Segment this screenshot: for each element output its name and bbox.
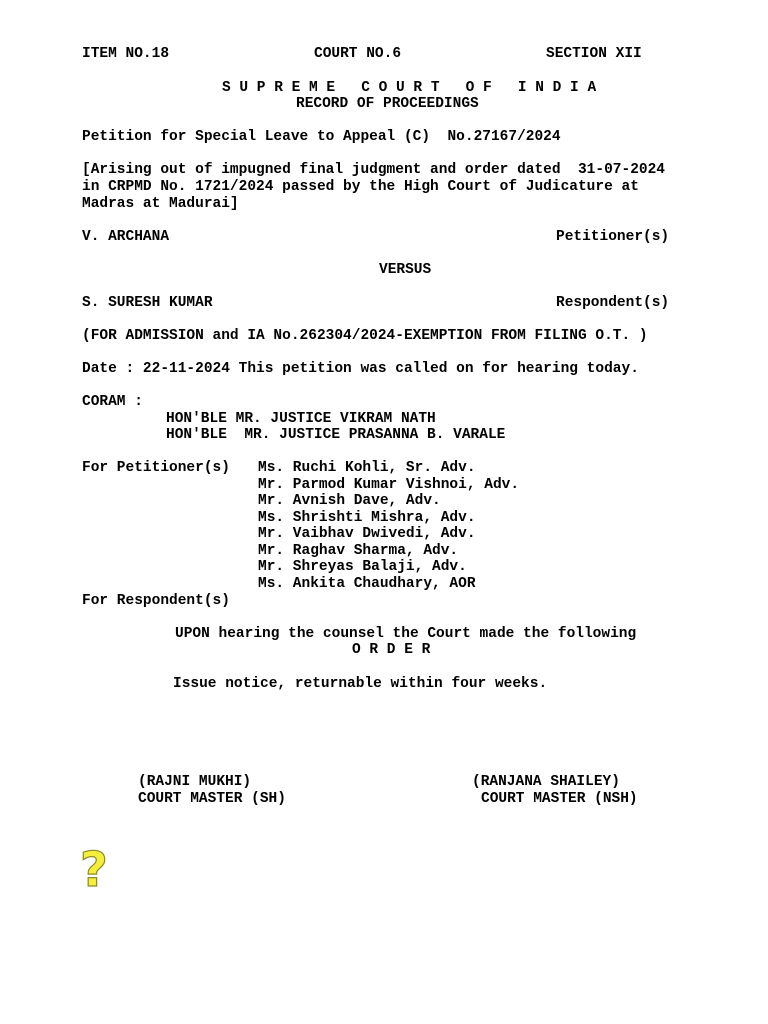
respondent-label: Respondent(s): [556, 295, 670, 311]
petitioner-counsel-label: For Petitioner(s): [82, 460, 230, 476]
hearing-statement: UPON hearing the counsel the Court made the following: [175, 626, 637, 642]
admission-line: (FOR ADMISSION and IA No.262304/2024-EXEMPTION FROM FILING O.T. ): [82, 328, 648, 344]
court-number: COURT NO.6: [314, 46, 402, 62]
counsel-item: Mr. Avnish Dave, Adv.: [258, 493, 441, 509]
right-signatory-title: COURT MASTER (NSH): [481, 791, 638, 807]
left-signatory-title: COURT MASTER (SH): [138, 791, 286, 807]
svg-text:?: ?: [80, 842, 108, 892]
petition-number: Petition for Special Leave to Appeal (C) No.27167/2024: [82, 129, 561, 145]
judge-2: HON'BLE MR. JUSTICE PRASANNA B. VARALE: [166, 427, 506, 443]
respondent-counsel-label: For Respondent(s): [82, 593, 230, 609]
counsel-item: Mr. Raghav Sharma, Adv.: [258, 543, 459, 559]
item-number: ITEM NO.18: [82, 46, 170, 62]
counsel-item: Ms. Ankita Chaudhary, AOR: [258, 576, 476, 592]
counsel-item: Mr. Vaibhav Dwivedi, Adv.: [258, 526, 476, 542]
section-label: SECTION XII: [546, 46, 642, 62]
question-mark-icon: [78, 842, 114, 892]
record-title: RECORD OF PROCEEDINGS: [296, 96, 479, 112]
order-text: Issue notice, returnable within four weeks.: [173, 676, 548, 692]
arising-line-3: Madras at Madurai]: [82, 196, 239, 212]
counsel-item: Ms. Ruchi Kohli, Sr. Adv.: [258, 460, 476, 476]
petitioner-label: Petitioner(s): [556, 229, 670, 245]
coram-label: CORAM :: [82, 394, 143, 410]
order-title: O R D E R: [352, 642, 431, 658]
arising-line-1: [Arising out of impugned final judgment and order dated 31-07-2024: [82, 162, 665, 178]
versus-label: VERSUS: [379, 262, 432, 278]
respondent-name: S. SURESH KUMAR: [82, 295, 213, 311]
court-name: S U P R E M E C O U R T O F I N D I A: [222, 80, 597, 96]
left-signatory-name: (RAJNI MUKHI): [138, 774, 252, 790]
hearing-date-line: Date : 22-11-2024 This petition was called on for hearing today.: [82, 361, 639, 377]
judge-1: HON'BLE MR. JUSTICE VIKRAM NATH: [166, 411, 436, 427]
counsel-item: Mr. Parmod Kumar Vishnoi, Adv.: [258, 477, 520, 493]
petitioner-name: V. ARCHANA: [82, 229, 170, 245]
right-signatory-name: (RANJANA SHAILEY): [472, 774, 620, 790]
arising-line-2: in CRPMD No. 1721/2024 passed by the High Court of Judicature at: [82, 179, 639, 195]
counsel-item: Mr. Shreyas Balaji, Adv.: [258, 559, 467, 575]
counsel-item: Ms. Shrishti Mishra, Adv.: [258, 510, 476, 526]
